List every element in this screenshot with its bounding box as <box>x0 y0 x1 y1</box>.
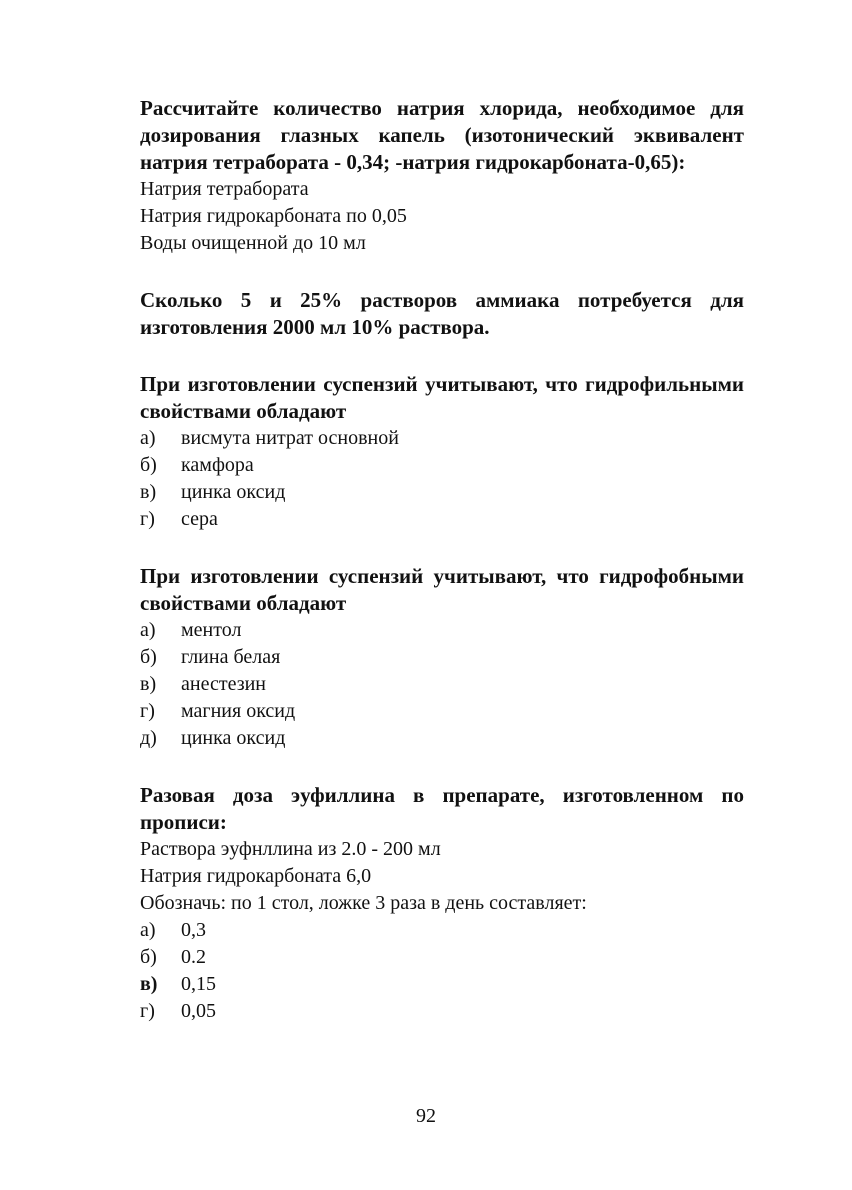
question-title: При изготовлении суспензий учитывают, что гидрофобными свойствами обладают <box>140 564 744 615</box>
answer-option <box>140 425 744 452</box>
option-letter: б) <box>140 946 157 968</box>
option-letter: б) <box>140 454 157 476</box>
question-title: При изготовлении суспензий учитывают, что гидрофильными свойствами обладают <box>140 372 744 423</box>
question-1 <box>140 95 744 257</box>
option-text: 0,15 <box>181 973 216 995</box>
option-text: сера <box>181 508 218 530</box>
page-number: 92 <box>416 1105 436 1127</box>
option-text: 0,05 <box>181 1000 216 1022</box>
option-letter: г) <box>140 700 155 722</box>
prescription-line: Раствора эуфнллина из 2.0 - 200 мл <box>140 838 441 860</box>
question-2 <box>140 287 744 341</box>
option-text: камфора <box>181 454 254 476</box>
answer-option <box>140 617 744 644</box>
option-letter: в) <box>140 973 158 995</box>
option-letter: г) <box>140 508 155 530</box>
answer-option <box>140 725 744 752</box>
question-4 <box>140 563 744 752</box>
prescription-line: Натрия гидрокарбоната 6,0 <box>140 865 372 887</box>
option-letter: д) <box>140 727 157 749</box>
option-text: цинка оксид <box>181 481 286 503</box>
answer-option <box>140 506 744 533</box>
option-letter: в) <box>140 481 157 503</box>
page-content <box>140 95 744 1051</box>
option-letter: а) <box>140 619 156 641</box>
answer-option <box>140 944 744 971</box>
option-letter: в) <box>140 673 157 695</box>
question-5 <box>140 782 744 1025</box>
answer-option <box>140 698 744 725</box>
answer-option <box>140 644 744 671</box>
question-title: Сколько 5 и 25% растворов аммиака потребуется для изготовления 2000 мл 10% раствора. <box>140 288 744 339</box>
option-text: глина белая <box>181 646 281 668</box>
answer-option <box>140 452 744 479</box>
option-text: анестезин <box>181 673 266 695</box>
option-text: ментол <box>181 619 242 641</box>
prescription-line: Воды очищенной до 10 мл <box>140 232 366 254</box>
option-letter: а) <box>140 919 156 941</box>
prescription-line: Обозначь: по 1 стол, ложке 3 раза в день составляет: <box>140 892 587 914</box>
option-text: 0,3 <box>181 919 206 941</box>
question-title: Рассчитайте количество натрия хлорида, необходимое для дозирования глазных капель (изотонический эквивалент натрия тетрабората - 0,34; -натрия гидрокарбоната-0,65): <box>140 96 744 174</box>
prescription-line: Натрия тетрабората <box>140 178 309 200</box>
answer-option <box>140 479 744 506</box>
answer-option <box>140 971 744 998</box>
question-title: Разовая доза эуфиллина в препарате, изготовленном по прописи: <box>140 783 744 834</box>
prescription-line: Натрия гидрокарбоната по 0,05 <box>140 205 407 227</box>
option-text: цинка оксид <box>181 727 286 749</box>
question-3 <box>140 371 744 533</box>
option-text: 0.2 <box>181 946 206 968</box>
answer-option <box>140 671 744 698</box>
option-letter: а) <box>140 427 156 449</box>
option-text: висмута нитрат основной <box>181 427 399 449</box>
answer-option <box>140 998 744 1025</box>
option-letter: г) <box>140 1000 155 1022</box>
option-text: магния оксид <box>181 700 296 722</box>
answer-option <box>140 917 744 944</box>
option-letter: б) <box>140 646 157 668</box>
